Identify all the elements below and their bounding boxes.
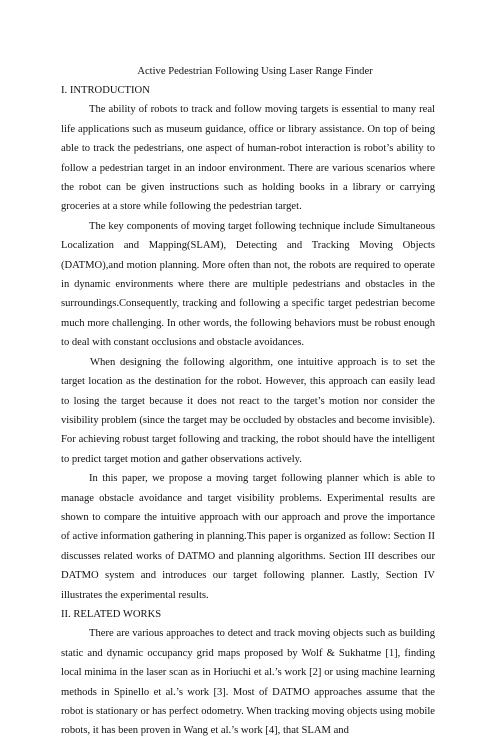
intro-paragraph-3: When designing the following algorithm, one intuitive approach is to set the target location as the destination for the robot. However, this approach can easily lead to losing the target because it does not react to the target’s motion nor consider the visibility problem (since the target may be occluded by obstacles and become invisible). For achieving robust target following and tracking, the robot should have the intelligent to predict target motion and gather observations actively.: [61, 356, 435, 465]
paper-title: Active Pedestrian Following Using Laser Range Finder: [137, 66, 373, 77]
related-works-paragraph-1: There are various approaches to detect and track moving objects such as building static and dynamic occupancy grid maps proposed by Wolf & Sukhatme [1], finding local minima in the laser scan as in Horiuchi et al.’s work [2] or using machine learning methods in Spinello et al.’s work [3]. Most of DATMO approaches assume that the robot is stationary or has perfect odometry. When tracking moving objects using mobile robots, it has been proven in Wang et al.’s work [4], that SLAM and: [61, 628, 435, 737]
intro-paragraph-1: The ability of robots to track and follow moving targets is essential to many real life applications such as museum guidance, office or library assistance. On top of being able to track the pedestrians, one aspect of human-robot interaction is robot’s ability to follow a pedestrian target in an indoor environment. There are various scenarios where the robot can be given instructions such as holding books in a library or carrying groceries at a store while following the pedestrian target.: [61, 104, 435, 213]
intro-paragraph-2: The key components of moving target following technique include Simultaneous Localization and Mapping(SLAM), Detecting and Tracking Moving Objects (DATMO),and motion planning. More often than not, the robots are required to operate in dynamic environments where there are multiple pedestrians and obstacles in the surroundings.Consequently, tracking and following a specific target pedestrian become much more challenging. In other words, the following behaviors must be robust enough to deal with constant occlusions and obstacle avoidances.: [61, 220, 435, 349]
section-heading-related-works: II. RELATED WORKS: [61, 608, 162, 620]
section-heading-introduction: I. INTRODUCTION: [61, 85, 150, 96]
intro-paragraph-4: In this paper, we propose a moving target following planner which is able to manage obstacle avoidance and target visibility problems. Experimental results are shown to compare the intuitive approach with our approach and prove the importance of active information gathering in planning.This paper is organized as follow: Section II discusses related works of DATMO and planning algorithms. Section III describes our DATMO system and introduces our target following planner. Lastly, Section IV illustrates the experimental results.: [61, 473, 435, 601]
